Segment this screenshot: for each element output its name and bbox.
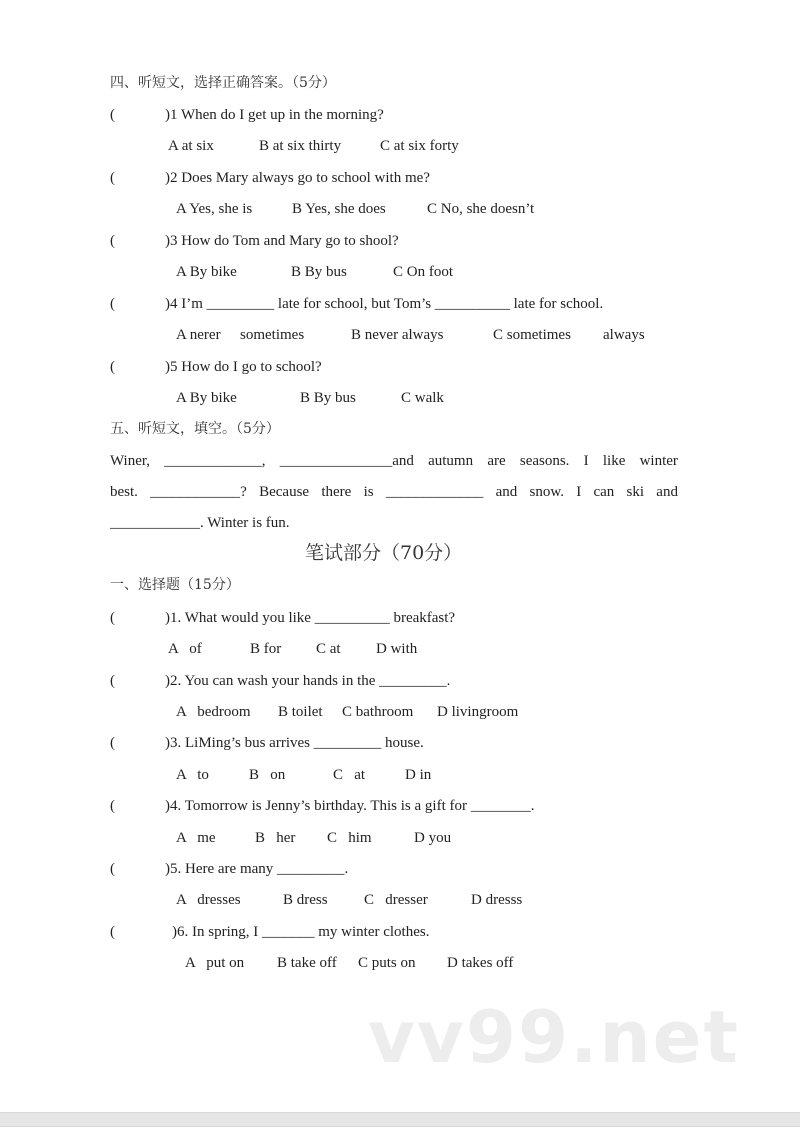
blank[interactable]: _____________ — [385, 484, 484, 500]
option: D livingroom — [437, 704, 519, 720]
word: snow. — [529, 484, 564, 500]
fill-line — [110, 452, 678, 470]
question-text: )2. You can wash your hands in the _________. — [165, 673, 451, 689]
option: C On foot — [393, 264, 453, 280]
option: D in — [405, 767, 432, 783]
word: can — [593, 484, 615, 500]
blank[interactable]: _____________, — [164, 453, 266, 469]
option: B her — [255, 830, 296, 846]
answer-paren[interactable]: ( — [110, 107, 115, 123]
answer-paren[interactable]: ( — [110, 673, 115, 689]
word: seasons. — [519, 453, 570, 469]
option: C No, she doesn’t — [427, 201, 535, 217]
answer-paren[interactable]: ( — [110, 798, 115, 814]
option: A put on — [185, 955, 245, 971]
answer-paren[interactable]: ( — [110, 170, 115, 186]
answer-paren[interactable]: ( — [110, 296, 115, 312]
option: C dresser — [364, 892, 428, 908]
word: Because — [259, 484, 310, 500]
option: A bedroom — [176, 704, 251, 720]
written-part-title: 笔试部分（70分） — [305, 542, 463, 564]
answer-paren[interactable]: ( — [110, 233, 115, 249]
option: A of — [168, 641, 202, 657]
option: D dresss — [471, 892, 523, 908]
question-text: )6. In spring, I _______ my winter clothes. — [172, 924, 430, 940]
section4-heading: 四、听短文，选择正确答案。（5分） — [110, 75, 336, 91]
word: is — [363, 484, 374, 500]
option: B By bus — [300, 390, 356, 406]
option: A By bike — [176, 390, 237, 406]
word: I — [583, 453, 589, 469]
blank[interactable]: _______________and — [279, 453, 414, 469]
option: C at — [333, 767, 366, 783]
answer-paren[interactable]: ( — [110, 735, 115, 751]
answer-paren[interactable]: ( — [110, 924, 115, 940]
word: best. — [110, 484, 138, 500]
option: A nerer — [176, 327, 221, 343]
fill-line — [110, 483, 678, 501]
word: and — [656, 484, 678, 500]
answer-paren[interactable]: ( — [110, 861, 115, 877]
option: C walk — [401, 390, 444, 406]
option: B at six thirty — [259, 138, 342, 154]
word: Winer, — [110, 453, 151, 469]
question-text: )4 I’m _________ late for school, but Tom’s __________ late for school. — [165, 296, 604, 312]
question-text: )5. Here are many _________. — [165, 861, 349, 877]
option: A By bike — [176, 264, 237, 280]
word: winter — [639, 453, 678, 469]
option: B on — [249, 767, 286, 783]
option: C at six forty — [380, 138, 459, 154]
written-section1-heading: 一、选择题（15分） — [110, 577, 240, 593]
option: B Yes, she does — [292, 201, 386, 217]
word: autumn — [428, 453, 474, 469]
answer-paren[interactable]: ( — [110, 610, 115, 626]
word: ski — [626, 484, 645, 500]
question-text: )1 When do I get up in the morning? — [165, 107, 384, 123]
fill-line: ____________. Winter is fun. — [110, 515, 290, 531]
watermark: vv99.net — [368, 995, 740, 1079]
option: B take off — [277, 955, 337, 971]
option: B never always — [351, 327, 444, 343]
question-text: )3 How do Tom and Mary go to shool? — [165, 233, 399, 249]
question-text: )3. LiMing’s bus arrives _________ house. — [165, 735, 424, 751]
question-text: )5 How do I go to school? — [165, 359, 322, 375]
option: D with — [376, 641, 418, 657]
word: and — [495, 484, 518, 500]
question-text: )2 Does Mary always go to school with me? — [165, 170, 430, 186]
option: A me — [176, 830, 216, 846]
option: A at six — [168, 138, 214, 154]
option: always — [603, 327, 645, 343]
option: B toilet — [278, 704, 323, 720]
word: there — [321, 484, 352, 500]
word: I — [576, 484, 582, 500]
option: B dress — [283, 892, 328, 908]
option: A dresses — [176, 892, 241, 908]
option: D you — [414, 830, 452, 846]
answer-paren[interactable]: ( — [110, 359, 115, 375]
option: A to — [176, 767, 209, 783]
option: D takes off — [447, 955, 514, 971]
option: C him — [327, 830, 372, 846]
page-separator — [0, 1112, 800, 1127]
option: C puts on — [358, 955, 416, 971]
word: like — [602, 453, 626, 469]
option: sometimes — [240, 327, 305, 343]
question-text: )1. What would you like __________ breakfast? — [165, 610, 456, 626]
option: A Yes, she is — [176, 201, 253, 217]
option: C at — [316, 641, 341, 657]
option: C bathroom — [342, 704, 414, 720]
section5-heading: 五、听短文，填空。（5分） — [110, 421, 280, 437]
question-text: )4. Tomorrow is Jenny’s birthday. This is a gift for ________. — [165, 798, 535, 814]
blank[interactable]: ____________? — [150, 484, 247, 500]
option: B for — [250, 641, 282, 657]
word: are — [487, 453, 506, 469]
option: B By bus — [291, 264, 347, 280]
option: C sometimes — [493, 327, 571, 343]
